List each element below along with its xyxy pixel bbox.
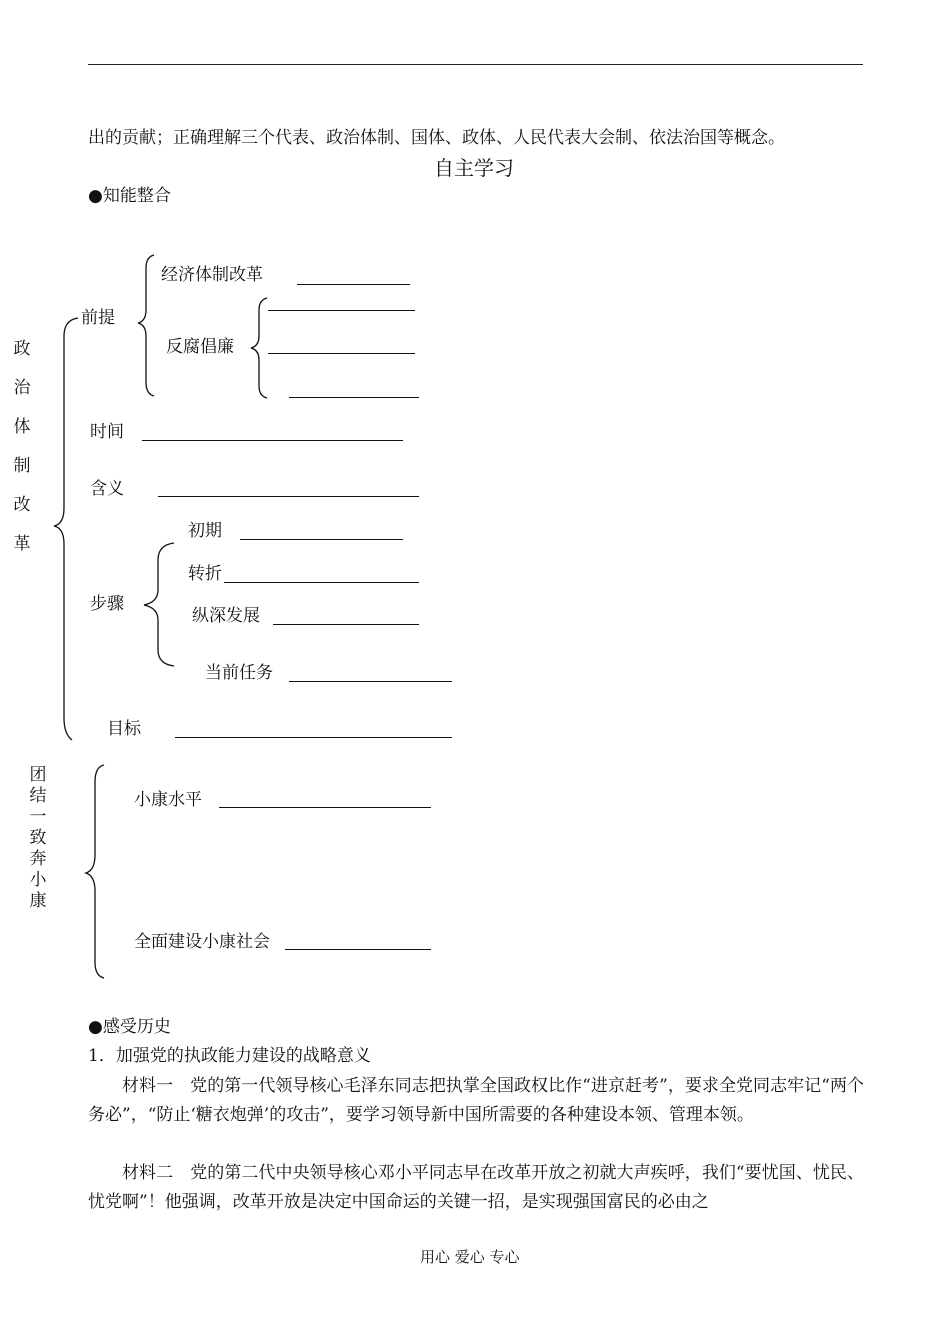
feel-history-heading: ●感受历史: [88, 1017, 171, 1037]
step-current-label: 当前任务: [205, 663, 273, 683]
economic-reform-blank[interactable]: [297, 284, 410, 285]
reform-vertical-title: 政 治 体 制 改 革: [13, 339, 31, 554]
goal-blank[interactable]: [175, 737, 452, 738]
meaning-label: 含义: [90, 479, 124, 499]
time-label: 时间: [90, 422, 124, 442]
anti-corruption-blank-2[interactable]: [268, 353, 415, 354]
steps-label: 步骤: [90, 594, 124, 614]
xiaokang-level-label: 小康水平: [134, 790, 202, 810]
step-turning-blank[interactable]: [224, 582, 419, 583]
economic-reform-label: 经济体制改革: [161, 265, 263, 285]
build-xiaokang-label: 全面建设小康社会: [134, 932, 270, 952]
premise-bracket: [138, 255, 154, 396]
xiaokang-level-blank[interactable]: [219, 807, 431, 808]
material-2: 材料二 党的第二代中央领导核心邓小平同志早在改革开放之初就大声疾呼，我们“要忧国、忧民、忧党啊”！他强调，改革开放是决定中国命运的关键一招，是实现强国富民的必由之: [88, 1163, 864, 1212]
step-turning-label: 转折: [188, 564, 222, 584]
anti-corruption-blank-3[interactable]: [289, 397, 419, 398]
knowledge-heading: ●知能整合: [88, 186, 171, 206]
question-1: 1．加强党的执政能力建设的战略意义: [88, 1046, 371, 1066]
anticorruption-bracket: [251, 298, 267, 398]
meaning-blank[interactable]: [158, 496, 419, 497]
steps-bracket: [144, 543, 174, 666]
build-xiaokang-blank[interactable]: [285, 949, 431, 950]
time-blank[interactable]: [142, 440, 403, 441]
intro-line: 出的贡献；正确理解三个代表、政治体制、国体、政体、人民代表大会制、依法治国等概念。: [88, 128, 785, 148]
anti-corruption-label: 反腐倡廉: [166, 337, 234, 357]
section-title: 自主学习: [434, 156, 514, 180]
step-initial-blank[interactable]: [240, 539, 403, 540]
step-deepen-label: 纵深发展: [192, 606, 260, 626]
step-initial-label: 初期: [188, 521, 222, 541]
goal-label: 目标: [107, 719, 141, 739]
reform-bracket: [54, 318, 78, 740]
anti-corruption-blank-1[interactable]: [268, 310, 415, 311]
page-footer: 用心 爱心 专心: [420, 1248, 520, 1266]
step-deepen-blank[interactable]: [273, 624, 419, 625]
premise-label: 前提: [81, 308, 115, 328]
material-1: 材料一 党的第一代领导核心毛泽东同志把执掌全国政权比作“进京赶考”，要求全党同志牢记“两个务必”，“防止‘糖衣炮弹’的攻击”，要学习领导新中国所需要的各种建设本领、管理本领。: [88, 1076, 864, 1125]
unity-vertical-title: 团 结 一 致 奔 小 康: [29, 765, 47, 911]
unity-bracket: [86, 765, 104, 978]
step-current-blank[interactable]: [289, 681, 452, 682]
